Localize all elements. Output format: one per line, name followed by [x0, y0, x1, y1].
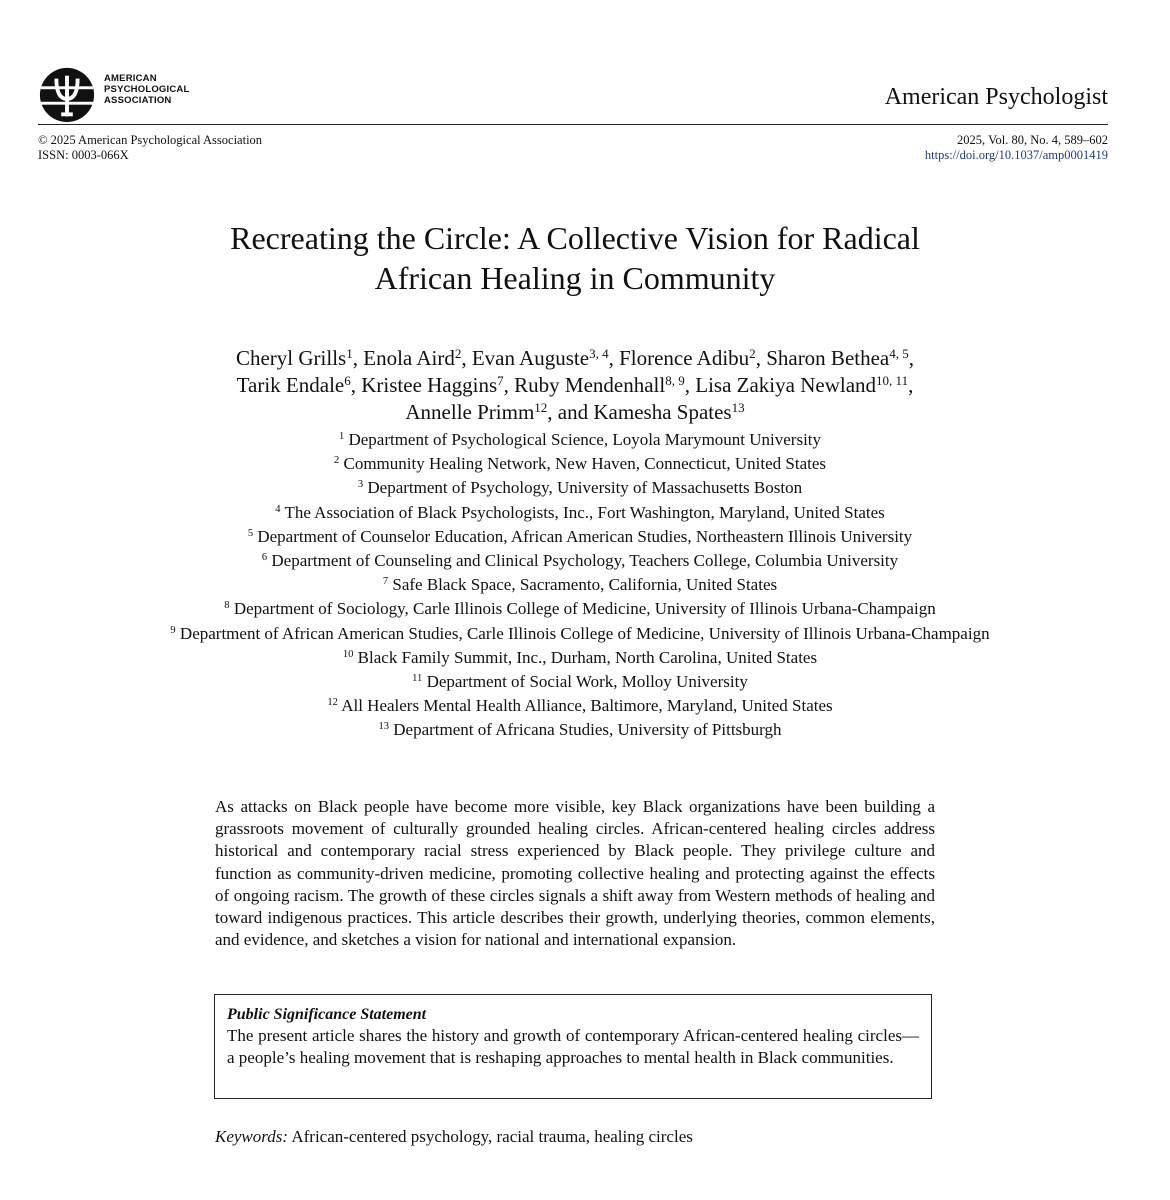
author-name: Florence Adibu: [619, 346, 750, 370]
author: [236, 346, 363, 370]
affiliation-text: Department of Africana Studies, University of Pittsburgh: [393, 720, 782, 740]
author-name: Ruby Mendenhall: [514, 373, 666, 397]
copyright-text: © 2025 American Psychological Association: [38, 133, 263, 147]
affiliation-number: 5: [247, 528, 254, 540]
apa-logo-icon: [38, 66, 96, 124]
author-separator: ,: [352, 346, 364, 370]
author-separator: ,: [461, 346, 472, 370]
author-separator: ,: [908, 373, 914, 397]
author-affiliation-ref: 2: [749, 345, 756, 361]
affiliation-number: 13: [378, 721, 389, 733]
author-name: Evan Auguste: [471, 346, 590, 370]
author-affiliation-ref: 6: [344, 372, 351, 388]
author: [514, 373, 695, 397]
affiliation-text: All Healers Mental Health Alliance, Baltimore, Maryland, United States: [341, 696, 833, 716]
affiliation-number: 9: [170, 624, 176, 636]
issn-text: ISSN: 0003-066X: [38, 148, 129, 162]
volume-info: 2025, Vol. 80, No. 4, 589–602: [957, 133, 1108, 147]
author-affiliation-ref: 4, 5: [889, 345, 909, 361]
author-separator: , and: [547, 400, 594, 424]
affiliation-text: Department of Counselor Education, African American Studies, Northeastern Illinois University: [257, 526, 913, 546]
affiliation-text: Department of African American Studies, Carle Illinois College of Medicine, University of Illinois Urbana-Champaign: [179, 623, 990, 643]
author-affiliation-ref: 8, 9: [665, 372, 685, 388]
affiliation: [0, 549, 1160, 573]
author-list: [0, 345, 1150, 426]
publisher-name: [104, 73, 189, 106]
abstract: As attacks on Black people have become more visible, key Black organizations have been building a grassroots movement of culturally grounded healing circles. African-centered healing circles address historical and contemporary racial stress experienced by Black people. They privilege culture and function as community-driven medicine, promoting collective healing and protecting against the effects of ongoing racism. The growth of these circles signals a shift away from Western methods of healing and toward indigenous practices. This article describes their growth, underlying theories, common elements, and evidence, and sketches a vision for national and international expansion.: [215, 797, 935, 950]
author-name: Kamesha Spates: [593, 400, 732, 424]
article-title: [0, 218, 1150, 298]
author-affiliation-ref: 7: [497, 372, 504, 388]
affiliation-text: Community Healing Network, New Haven, Connecticut, United States: [343, 454, 827, 474]
affiliation-list: [0, 428, 1160, 743]
article-title-line: African Healing in Community: [374, 260, 776, 296]
author-name: Kristee Haggins: [361, 373, 498, 397]
article-title-line: Recreating the Circle: A Collective Vision for Radical: [230, 220, 920, 256]
affiliation-number: 3: [357, 479, 364, 491]
affiliation: [0, 646, 1160, 670]
author-affiliation-ref: 1: [346, 345, 353, 361]
keywords-text: African-centered psychology, racial trauma, healing circles: [291, 1127, 693, 1146]
affiliation: [0, 718, 1160, 742]
significance-heading: Public Significance Statement: [227, 1006, 427, 1023]
affiliation-number: 1: [338, 431, 345, 443]
author: [405, 400, 593, 424]
journal-title: American Psychologist: [884, 84, 1108, 110]
author: [695, 373, 913, 397]
affiliation-number: 4: [275, 503, 281, 515]
author-separator: ,: [684, 373, 696, 397]
affiliation-text: Department of Counseling and Clinical Psychology, Teachers College, Columbia University: [271, 551, 899, 571]
author-separator: ,: [908, 346, 915, 370]
affiliation-number: 2: [333, 455, 340, 467]
affiliation: [0, 694, 1160, 718]
affiliation-text: Black Family Summit, Inc., Durham, North Carolina, United States: [357, 647, 818, 667]
keywords-label: Keywords:: [215, 1127, 289, 1146]
author-separator: ,: [608, 346, 620, 370]
publisher-name-line: PSYCHOLOGICAL: [104, 84, 190, 95]
author-name: Cheryl Grills: [235, 346, 347, 370]
author-separator: ,: [350, 373, 362, 397]
affiliation-text: The Association of Black Psychologists, Inc., Fort Washington, Maryland, United States: [284, 502, 885, 522]
affiliation: [0, 622, 1160, 646]
affiliation: [0, 476, 1160, 500]
author: [361, 373, 514, 397]
affiliation: [0, 573, 1160, 597]
affiliation-text: Department of Social Work, Molloy University: [426, 672, 748, 692]
author-affiliation-ref: 13: [731, 399, 745, 415]
author-affiliation-ref: 10, 11: [876, 372, 909, 388]
affiliation: [0, 670, 1160, 694]
copyright-block: [38, 133, 262, 163]
author: [766, 346, 914, 370]
doi-link[interactable]: https://doi.org/10.1037/amp0001419: [924, 148, 1108, 162]
affiliation-text: Department of Psychological Science, Loyola Marymount University: [348, 430, 822, 449]
affiliation-text: Safe Black Space, Sacramento, California, United States: [392, 575, 778, 595]
affiliation: [0, 428, 1160, 452]
author-affiliation-ref: 12: [534, 399, 548, 415]
affiliation-number: 6: [261, 552, 268, 564]
author-name: Enola Aird: [363, 346, 455, 370]
author: [593, 400, 744, 424]
citation-block: [925, 133, 1108, 163]
affiliation-number: 8: [224, 600, 230, 612]
affiliation: [0, 597, 1160, 621]
affiliation-text: Department of Sociology, Carle Illinois College of Medicine, University of Illinois Urbana-Champaign: [233, 599, 936, 619]
author-affiliation-ref: 3, 4: [589, 345, 609, 361]
author-separator: ,: [755, 346, 767, 370]
author-name: Annelle Primm: [405, 400, 535, 424]
publisher-name-line: AMERICAN: [104, 73, 157, 84]
affiliation: [0, 452, 1160, 476]
author-name: Lisa Zakiya Newland: [695, 373, 877, 397]
author: [363, 346, 472, 370]
header-divider: [38, 124, 1108, 125]
affiliation: [0, 501, 1160, 525]
author: [237, 373, 362, 397]
affiliation-text: Department of Psychology, University of Massachusetts Boston: [367, 478, 803, 498]
keywords: [215, 1126, 693, 1148]
affiliation-number: 11: [412, 673, 423, 685]
affiliation-number: 10: [342, 649, 354, 661]
author: [472, 346, 619, 370]
affiliation: [0, 525, 1160, 549]
author-affiliation-ref: 2: [454, 345, 462, 361]
affiliation-number: 12: [327, 697, 338, 709]
significance-text: The present article shares the history and growth of contemporary African-centered healing circles—a people’s healing movement that is reshaping approaches to mental health in Black communities.: [227, 1026, 919, 1068]
author-name: Tarik Endale: [236, 373, 345, 397]
author: [619, 346, 766, 370]
author-separator: ,: [503, 373, 515, 397]
public-significance-statement: [214, 994, 932, 1099]
author-name: Sharon Bethea: [766, 346, 890, 370]
publisher-name-line: ASSOCIATION: [104, 95, 172, 106]
affiliation-number: 7: [382, 576, 389, 588]
